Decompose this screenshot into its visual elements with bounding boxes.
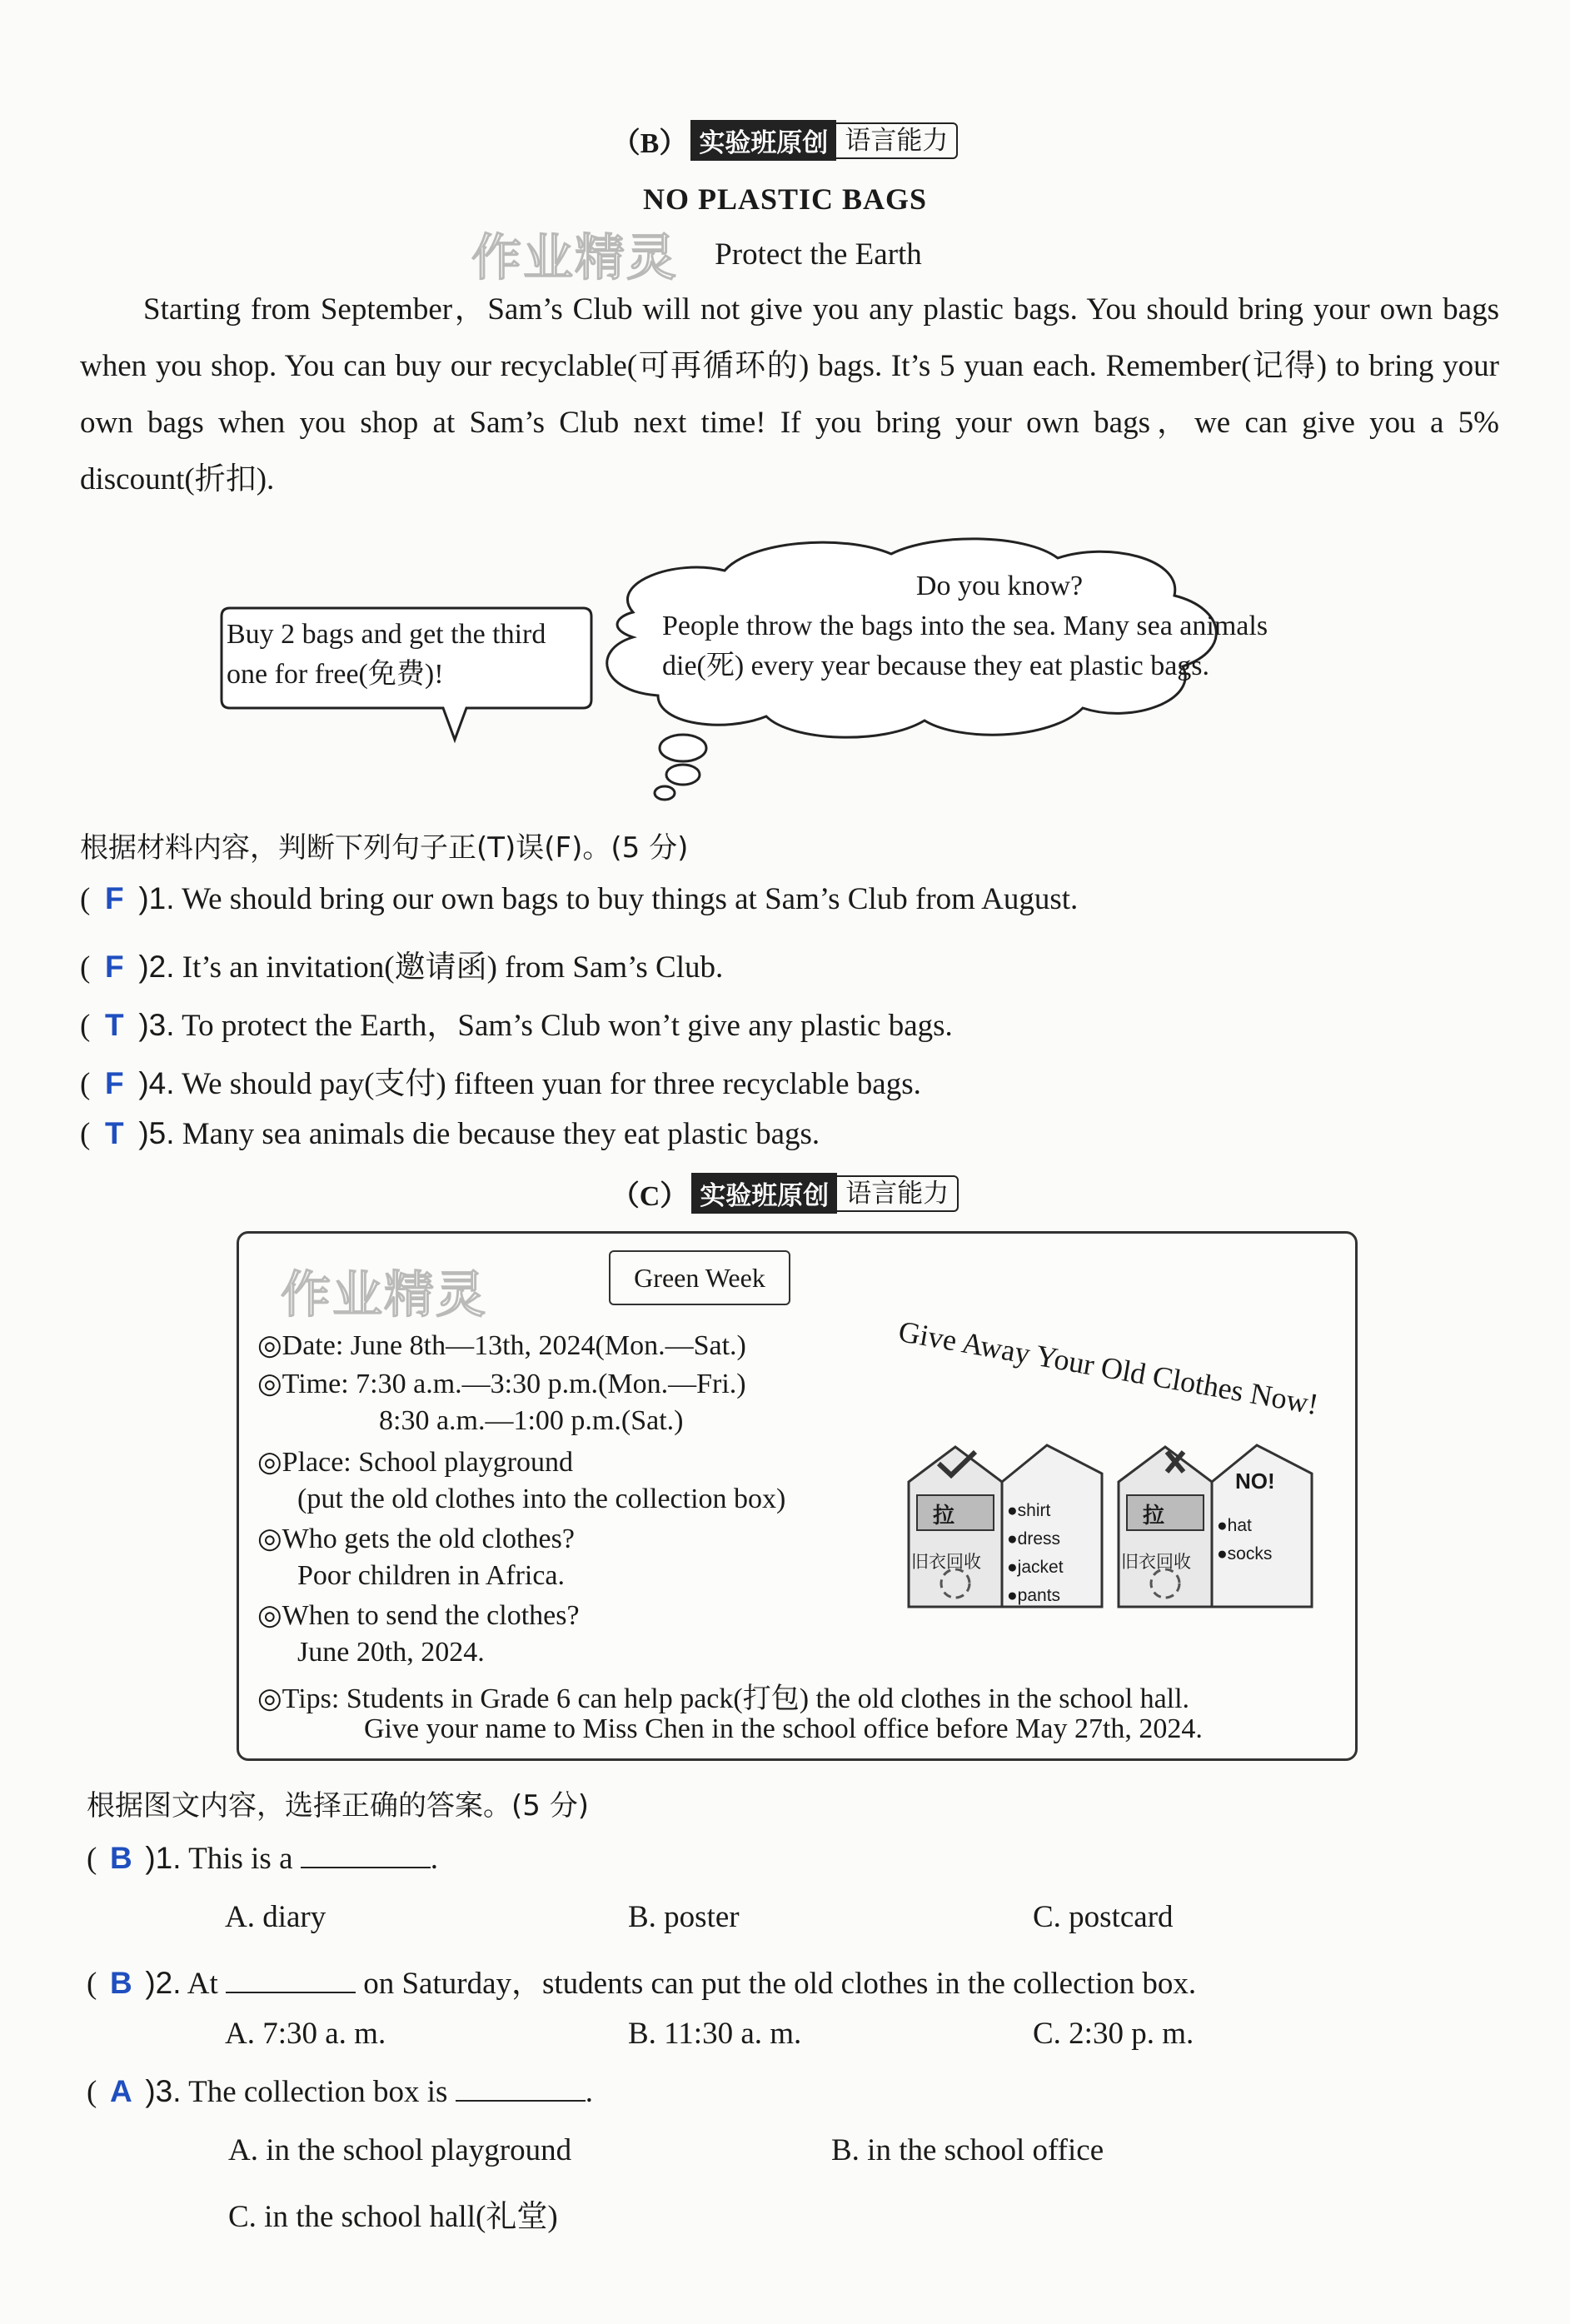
box1-label: 旧衣回收 [911, 1552, 981, 1572]
speech-bubble-text: Buy 2 bags and get the third one for free(免费)! [227, 619, 546, 690]
poster-date: ◎Date: June 8th—13th, 2024(Mon.—Sat.) [257, 1330, 746, 1361]
tf-question-3: ( T )3. To protect the Earth，Sam’s Club won’t give any plastic bags. [80, 1008, 953, 1043]
answer: F [105, 1066, 124, 1100]
answer-blank [456, 2075, 586, 2102]
instruction-b: 根据材料内容，判断下列句子正(T)误(F)。(5 分) [80, 831, 689, 865]
option-a: A. in the school playground [228, 2133, 572, 2167]
question-pre: This is a [188, 1842, 293, 1876]
box2-label: 旧衣回收 [1121, 1552, 1191, 1572]
question-text: It’s an invitation(邀请函) from Sam’s Club. [182, 950, 724, 985]
section-c-header [0, 1173, 1570, 1214]
article-paragraph [80, 282, 1499, 508]
instruction-c: 根据图文内容，选择正确的答案。(5 分) [87, 1789, 589, 1823]
paragraph-text: Starting from September，Sam’s Club will not give you any plastic bags. You should bring your own bags when you shop. You can buy our recyclable(可再循环的) bags. It’s 5 yuan each. Remember(记得) to bring your own bags when you shop at Sam’s Club next time! If you bring your own bags，we can give you a 5% discount(折扣). [80, 292, 1499, 496]
answer: B [109, 1966, 132, 2000]
list-item: ●dress [1007, 1529, 1061, 1549]
answer: B [109, 1841, 132, 1875]
article-title: NO PLASTIC BAGS [642, 182, 928, 216]
poster-tips-2: Give your name to Miss Chen in the school office before May 27th, 2024. [364, 1713, 1203, 1744]
question-text: We should bring our own bags to buy things at Sam’s Club from August. [182, 882, 1079, 916]
thought-dot [655, 786, 675, 800]
poster-when: ◎When to send the clothes? [257, 1600, 580, 1631]
thought-dot [666, 765, 700, 785]
question-text: Many sea animals die because they eat plastic bags. [182, 1117, 820, 1151]
thought-text: People throw the bags into the sea. Many sea animals die(死) every year because they eat plastic bags. [662, 611, 1268, 681]
badge-original: 实验班原创 [691, 1173, 837, 1214]
question-text: We should pay(支付) fifteen yuan for three recyclable bags. [182, 1067, 921, 1101]
thought-title: Do you know? [915, 571, 1084, 601]
watermark: 作业精灵 [471, 229, 678, 287]
option-b: B. 11:30 a. m. [628, 2017, 802, 2051]
badge-skill: 语言能力 [836, 122, 958, 159]
option-a: A. diary [225, 1900, 326, 1934]
list-item: ●shirt [1007, 1501, 1051, 1520]
poster-time: ◎Time: 7:30 a.m.—3:30 p.m.(Mon.—Fri.) [257, 1369, 746, 1399]
list-item: ●jacket [1007, 1558, 1064, 1577]
poster-place-note: (put the old clothes into the collection box) [297, 1484, 786, 1514]
tf-question-1: ( F )1. We should bring our own bags to buy things at Sam’s Club from August. [80, 881, 1079, 916]
answer: F [105, 881, 124, 915]
poster-who: ◎Who gets the old clothes? [257, 1524, 575, 1554]
box2-no: NO! [1235, 1469, 1275, 1494]
option-c: C. postcard [1033, 1900, 1174, 1934]
question-number: )4. [138, 1066, 175, 1100]
option-b: B. poster [628, 1900, 740, 1934]
question-post: . [430, 1842, 438, 1876]
option-c: C. in the school hall(礼堂) [228, 2200, 558, 2234]
box2-sign: 拉 [1143, 1504, 1165, 1529]
question-pre: At [187, 1967, 218, 2001]
tf-question-5: ( T )5. Many sea animals die because they eat plastic bags. [80, 1116, 820, 1151]
question-number: )3. [145, 2074, 182, 2108]
answer: T [105, 1116, 124, 1150]
box1-sign: 拉 [933, 1504, 955, 1529]
poster-header: Green Week [609, 1250, 790, 1305]
tf-question-2: ( F )2. It’s an invitation(邀请函) from Sam’s Club. [80, 950, 724, 985]
question-number: )3. [138, 1008, 175, 1042]
section-b-header [0, 120, 1570, 161]
question-number: )5. [138, 1116, 175, 1150]
question-number: )2. [138, 950, 175, 984]
mc-question-2: ( B )2. At on Saturday，students can put the old clothes in the collection box. [87, 1966, 1197, 2001]
answer: T [105, 1008, 124, 1042]
box1-items [1007, 1497, 1064, 1610]
tf-question-4: ( F )4. We should pay(支付) fifteen yuan for three recyclable bags. [80, 1066, 921, 1101]
thought-dot [660, 735, 706, 761]
green-week-poster [237, 1231, 1358, 1761]
mc-question-3: ( A )3. The collection box is . [87, 2074, 593, 2109]
answer: F [105, 950, 124, 984]
watermark: 作业精灵 [281, 1266, 487, 1324]
option-b: B. in the school office [831, 2133, 1104, 2167]
box2-items [1217, 1512, 1272, 1568]
list-item: ●socks [1217, 1544, 1273, 1563]
poster-slogan: Give Away Your Old Clothes Now! [895, 1314, 1321, 1422]
section-letter: （B） [611, 128, 688, 159]
mc-question-1: ( B )1. This is a . [87, 1841, 438, 1876]
question-text: To protect the Earth，Sam’s Club won’t give any plastic bags. [182, 1009, 953, 1043]
answer: A [109, 2074, 132, 2108]
answer-blank [226, 1967, 356, 1993]
badge-skill: 语言能力 [837, 1175, 959, 1212]
question-number: )1. [138, 881, 175, 915]
article-subtitle: Protect the Earth [715, 237, 922, 272]
question-post: . [585, 2075, 593, 2109]
answer-blank [301, 1842, 431, 1868]
question-number: )2. [145, 1966, 182, 2000]
poster-when-answer: June 20th, 2024. [297, 1637, 485, 1668]
list-item: ●pants [1007, 1586, 1061, 1605]
question-pre: The collection box is [188, 2075, 448, 2109]
poster-tips: ◎Tips: Students in Grade 6 can help pack(打包) the old clothes in the school hall. [257, 1683, 1190, 1714]
option-c: C. 2:30 p. m. [1033, 2017, 1194, 2051]
poster-who-answer: Poor children in Africa. [297, 1560, 566, 1591]
question-number: )1. [145, 1841, 182, 1875]
section-letter: （C） [611, 1181, 689, 1212]
badge-original: 实验班原创 [690, 120, 836, 161]
question-post: on Saturday，students can put the old clothes in the collection box. [363, 1967, 1197, 2001]
list-item: ●hat [1217, 1516, 1252, 1535]
option-a: A. 7:30 a. m. [225, 2017, 386, 2051]
poster-place: ◎Place: School playground [257, 1447, 574, 1478]
poster-time-sat: 8:30 a.m.—1:00 p.m.(Sat.) [379, 1405, 684, 1436]
